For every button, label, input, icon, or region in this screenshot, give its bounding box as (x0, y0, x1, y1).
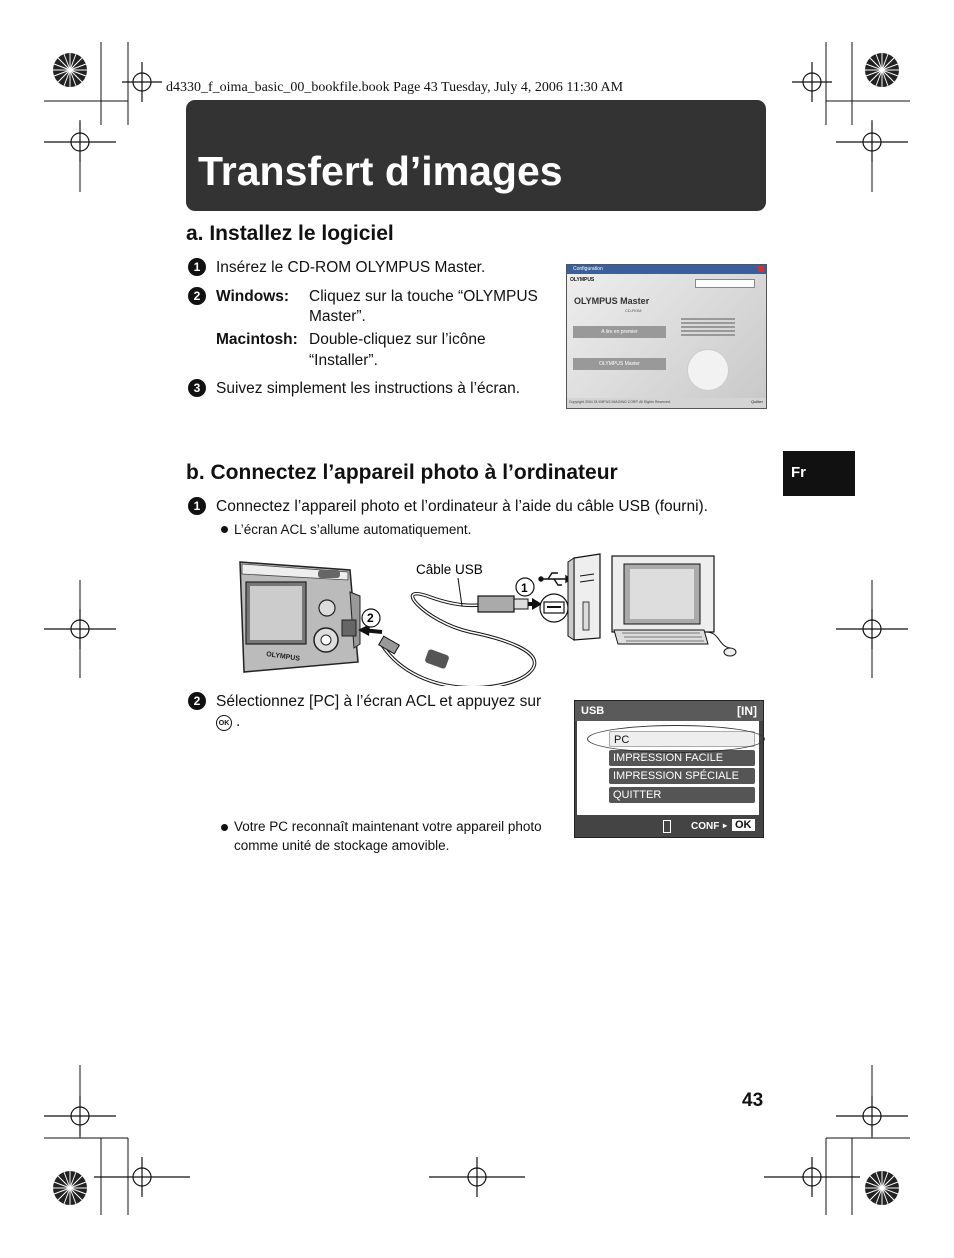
usb-menu-titlebar (575, 701, 763, 721)
mac-text-2: “Installer”. (309, 352, 378, 369)
usb-menu-title: USB (581, 705, 605, 717)
section-b-step2-note-1: Votre PC reconnaît maintenant votre appareil photo (234, 819, 542, 834)
quit-button[interactable]: Quitter (750, 399, 763, 404)
installer-info-text (681, 316, 735, 344)
keyboard-illustration (614, 630, 708, 644)
up-down-icon (663, 820, 671, 833)
installer-brand: OLYMPUS (570, 277, 595, 283)
callout-1: 1 (521, 581, 528, 595)
mouse-illustration (724, 648, 736, 656)
callout-2: 2 (367, 611, 374, 625)
mac-label: Macintosh: (216, 331, 298, 348)
print-header: d4330_f_oima_basic_00_bookfile.book Page 43 Tuesday, July 4, 2006 11:30 AM (166, 80, 624, 95)
section-b-step1-note: L’écran ACL s’allume automatiquement. (234, 522, 472, 537)
step-number-b1: 1 (188, 497, 206, 515)
section-b-heading: b. Connectez l’appareil photo à l’ordinateur (186, 461, 618, 484)
section-b-step2: Sélectionnez [PC] à l’écran ACL et appuyez sur (216, 693, 542, 710)
installer-graphic (687, 349, 729, 391)
monitor-illustration (612, 556, 714, 638)
selection-ellipse (587, 725, 765, 753)
section-b-step2-note-2: comme unité de stockage amovible. (234, 838, 450, 853)
close-icon (758, 266, 764, 272)
camera-brand: OLYMPUS (265, 651, 301, 663)
language-select[interactable] (695, 279, 755, 288)
install-master-button[interactable]: OLYMPUS Master (573, 358, 666, 370)
ok-button-icon: OK (216, 715, 232, 731)
section-b-step1: Connectez l’appareil photo et l’ordinateur à l’aide du câble USB (fourni). (216, 498, 708, 515)
read-first-button[interactable]: A lire en premier (573, 326, 666, 338)
usb-menu-footer (575, 817, 763, 837)
cable-label: Câble USB (416, 562, 483, 577)
language-tab-label: Fr (791, 464, 806, 481)
arrow-right-icon: ▸ (723, 821, 728, 830)
usb-menu-screen (577, 721, 759, 815)
mac-text-1: Double-cliquez sur l’icône (309, 331, 486, 348)
bullet-dot (221, 824, 228, 831)
section-a-step1: Insérez le CD-ROM OLYMPUS Master. (216, 259, 486, 276)
page-title: Transfert d’images (198, 148, 563, 194)
installer-window-title: Configuration (573, 266, 603, 272)
installer-copyright: Copyright 2004 OLYMPUS IMAGING CORP. All Rights Reserved. (569, 400, 671, 404)
page-number: 43 (742, 1090, 764, 1111)
footer-conf: CONF (691, 821, 720, 832)
menu-item-pc[interactable]: PC (609, 731, 755, 747)
installer-app-name: OLYMPUS Master (574, 296, 650, 306)
windows-text-2: Master”. (309, 308, 366, 325)
menu-item-impression-speciale[interactable]: IMPRESSION SPÉCIALE (609, 768, 755, 784)
section-a-heading: a. Installez le logiciel (186, 222, 394, 245)
footer-ok: OK (732, 819, 755, 831)
usb-menu-screenshot (574, 700, 764, 838)
usb-connection-diagram (230, 552, 742, 686)
installer-screenshot (566, 264, 767, 409)
bullet-dot (221, 526, 228, 533)
step-number-3: 3 (188, 379, 206, 397)
section-b-step2-period: . (236, 713, 241, 730)
title-banner (186, 100, 766, 211)
step-number-b2: 2 (188, 692, 206, 710)
usb-symbol-icon (539, 573, 570, 585)
computer-tower-illustration (568, 554, 600, 640)
installer-cdrom: CD-ROM (625, 308, 642, 313)
menu-item-impression-facile[interactable]: IMPRESSION FACILE (609, 750, 755, 766)
menu-item-quitter[interactable]: QUITTER (609, 787, 755, 803)
step-number-2: 2 (188, 287, 206, 305)
language-tab (783, 451, 855, 496)
windows-label: Windows: (216, 288, 290, 305)
memory-indicator: [IN] (737, 704, 757, 718)
step-number-1: 1 (188, 258, 206, 276)
section-a-step3: Suivez simplement les instructions à l’écran. (216, 380, 521, 397)
windows-text-1: Cliquez sur la touche “OLYMPUS (309, 288, 538, 305)
